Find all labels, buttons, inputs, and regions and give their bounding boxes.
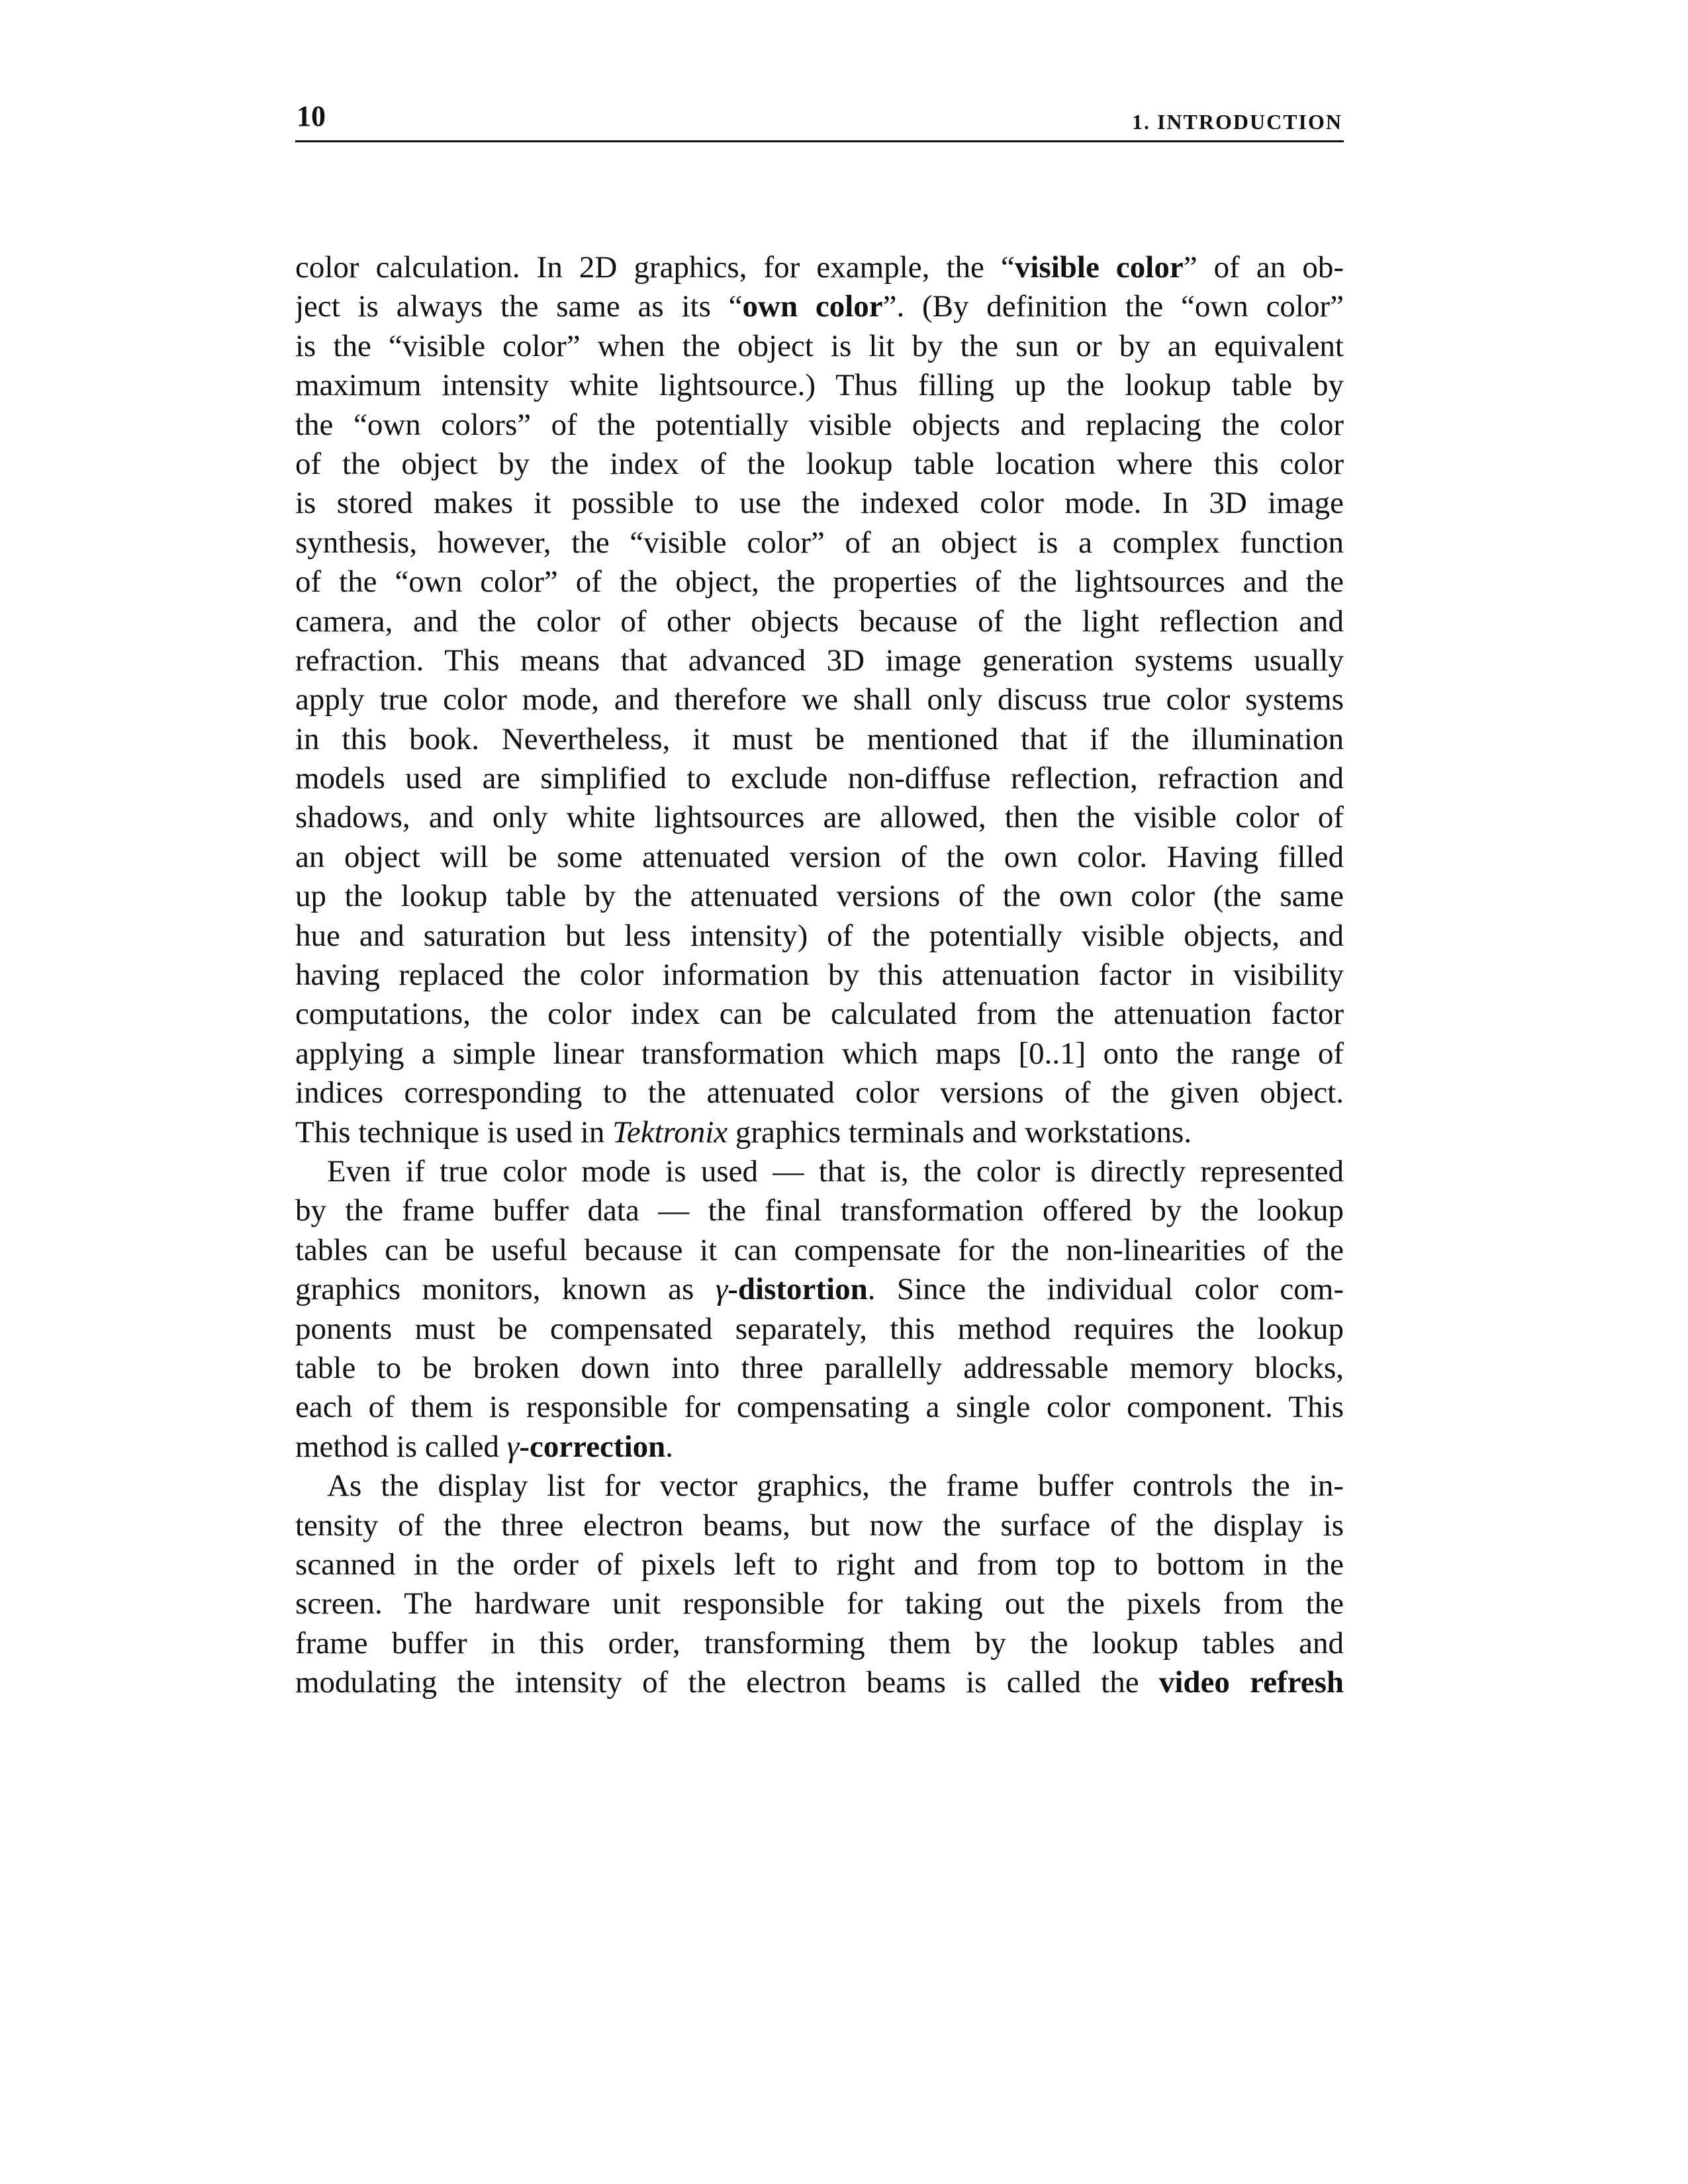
text-run: apply true color mode, and therefore we shall only discuss true color systems <box>295 682 1344 717</box>
text-line <box>295 1467 1344 1506</box>
text-line <box>295 523 1344 563</box>
text-line <box>295 1663 1344 1702</box>
text-line <box>295 720 1344 759</box>
text-run: tables can be useful because it can compensate for the non-linearities of the <box>295 1232 1344 1267</box>
text-line <box>295 1388 1344 1427</box>
body-text <box>295 248 1344 1702</box>
bold-term: own color <box>742 289 883 324</box>
text-line <box>295 641 1344 680</box>
text-run: This technique is used in <box>295 1115 613 1150</box>
text-line <box>295 877 1344 916</box>
text-run: ”. (By definition the “own color” <box>882 289 1344 324</box>
text-run: models used are simplified to exclude non-diffuse reflection, refraction and <box>295 761 1344 796</box>
text-line <box>295 1310 1344 1349</box>
text-run: . Since the individual color com- <box>867 1272 1344 1307</box>
text-run: synthesis, however, the “visible color” of an object is a complex function <box>295 525 1344 560</box>
text-line <box>295 287 1344 326</box>
bold-term: visible color <box>1014 250 1184 285</box>
text-run: table to be broken down into three parallelly addressable memory blocks, <box>295 1350 1344 1385</box>
text-line <box>295 406 1344 445</box>
text-run: shadows, and only white lightsources are allowed, then the visible color of <box>295 800 1344 835</box>
text-run: computations, the color index can be calculated from the attenuation factor <box>295 997 1344 1032</box>
text-line <box>295 956 1344 995</box>
text-line <box>295 1624 1344 1663</box>
text-line <box>295 248 1344 287</box>
bold-term: video refresh <box>1158 1665 1344 1700</box>
italic-term: Tektronix <box>612 1115 728 1150</box>
text-run: up the lookup table by the attenuated versions of the own color (the same <box>295 879 1344 914</box>
text-line <box>295 917 1344 956</box>
text-line <box>295 1073 1344 1113</box>
text-line <box>295 1506 1344 1545</box>
text-run: of the “own color” of the object, the properties of the lightsources and the <box>295 565 1344 600</box>
text-run: ponents must be compensated separately, this method requires the lookup <box>295 1311 1344 1346</box>
text-run: camera, and the color of other objects because of the light reflection and <box>295 604 1344 639</box>
text-run: each of them is responsible for compensating a single color component. This <box>295 1390 1344 1425</box>
text-run: tensity of the three electron beams, but now the surface of the display is <box>295 1508 1344 1543</box>
text-line <box>295 1428 1344 1467</box>
text-line <box>295 1191 1344 1230</box>
text-run: method is called <box>295 1429 507 1464</box>
page-number: 10 <box>297 100 326 132</box>
text-run: color calculation. In 2D graphics, for example, the “ <box>295 250 1015 285</box>
text-run: . <box>665 1429 674 1464</box>
text-run: screen. The hardware unit responsible for taking out the pixels from the <box>295 1586 1344 1621</box>
text-line <box>295 327 1344 366</box>
text-run: ” of an ob- <box>1183 250 1344 285</box>
text-run: the “own colors” of the potentially visible objects and replacing the color <box>295 407 1344 442</box>
text-run: scanned in the order of pixels left to right and from top to bottom in the <box>295 1547 1344 1582</box>
text-run: frame buffer in this order, transforming them by the lookup tables and <box>295 1625 1344 1661</box>
text-line <box>295 1113 1344 1152</box>
text-run: in this book. Nevertheless, it must be mentioned that if the illumination <box>295 721 1344 756</box>
text-run: is stored makes it possible to use the indexed color mode. In 3D image <box>295 486 1344 521</box>
text-line <box>295 1034 1344 1073</box>
text-run: hue and saturation but less intensity) of the potentially visible objects, and <box>295 918 1344 953</box>
text-line <box>295 602 1344 641</box>
text-line <box>295 838 1344 877</box>
text-line <box>295 484 1344 523</box>
text-run: applying a simple linear transformation which maps [0..1] onto the range of <box>295 1036 1344 1071</box>
text-run: is the “visible color” when the object is lit by the sun or by an equivalent <box>295 328 1344 363</box>
bold-term: -distortion <box>727 1272 868 1307</box>
text-run: ject is always the same as its “ <box>295 289 743 324</box>
text-run: refraction. This means that advanced 3D image generation systems usually <box>295 643 1344 678</box>
text-line <box>295 798 1344 837</box>
text-line <box>295 1584 1344 1623</box>
text-line <box>295 1349 1344 1388</box>
text-line <box>295 759 1344 798</box>
text-line <box>295 1231 1344 1270</box>
text-line <box>295 366 1344 405</box>
gamma-symbol: γ <box>506 1429 520 1464</box>
text-run: having replaced the color information by this attenuation factor in visibility <box>295 958 1344 993</box>
text-run: Even if true color mode is used — that is, the color is directly represented <box>327 1154 1344 1189</box>
paragraph-2 <box>295 1152 1344 1467</box>
running-header <box>295 99 1344 142</box>
text-line <box>295 1152 1344 1191</box>
text-run: an object will be some attenuated version of the own color. Having filled <box>295 839 1344 874</box>
text-run: indices corresponding to the attenuated color versions of the given object. <box>295 1075 1344 1111</box>
text-run: by the frame buffer data — the final transformation offered by the lookup <box>295 1193 1344 1228</box>
gamma-symbol: γ <box>715 1272 728 1307</box>
paragraph-3 <box>295 1467 1344 1702</box>
text-line <box>295 1270 1344 1309</box>
text-line <box>295 995 1344 1034</box>
text-run: graphics terminals and workstations. <box>727 1115 1192 1150</box>
text-run: graphics monitors, known as <box>295 1272 716 1307</box>
text-line <box>295 680 1344 719</box>
text-line <box>295 1545 1344 1584</box>
bold-term: -correction <box>519 1429 666 1464</box>
text-run: modulating the intensity of the electron beams is called the <box>295 1665 1159 1700</box>
text-run: As the display list for vector graphics, the frame buffer controls the in- <box>327 1469 1344 1504</box>
paragraph-1 <box>295 248 1344 1152</box>
text-run: of the object by the index of the lookup table location where this color <box>295 446 1344 481</box>
text-line <box>295 445 1344 484</box>
chapter-title: 1. INTRODUCTION <box>1131 110 1342 134</box>
text-line <box>295 563 1344 602</box>
text-run: maximum intensity white lightsource.) Thus filling up the lookup table by <box>295 368 1344 403</box>
